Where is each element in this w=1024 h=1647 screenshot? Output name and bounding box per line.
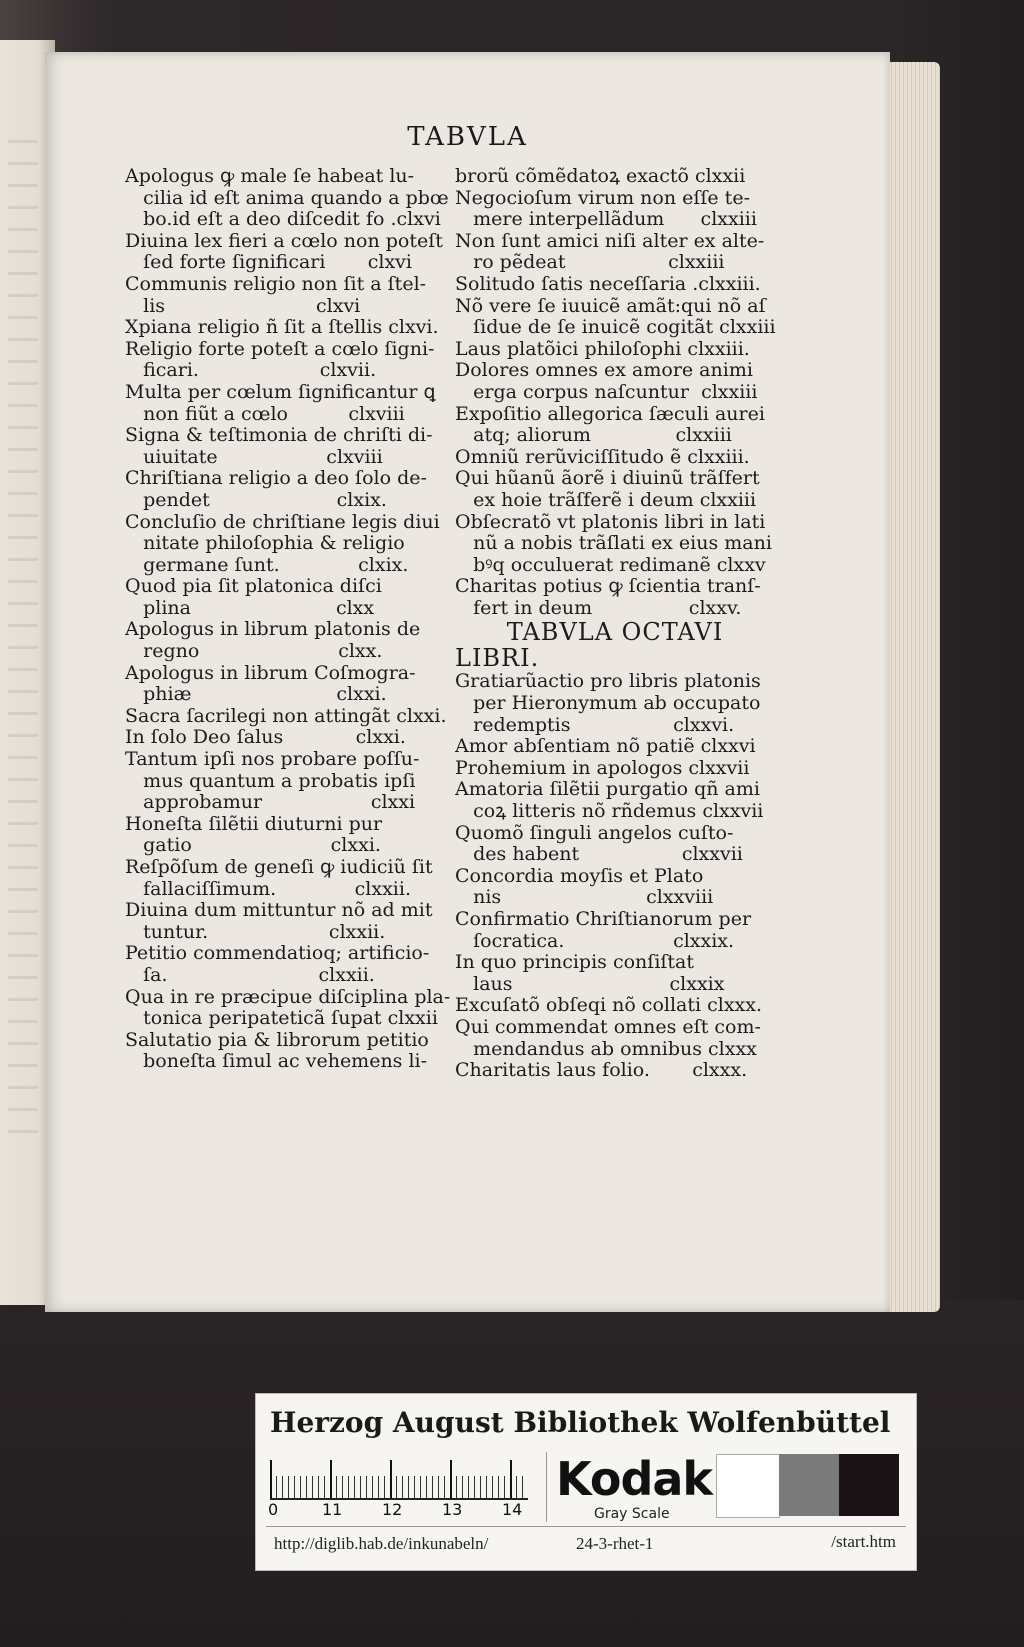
index-entry-line: plina clxx [125, 597, 375, 619]
index-entry-line: phiæ clxxi. [125, 684, 387, 706]
index-entry-line: Non ſunt amici niſi alter ex alte- [455, 230, 765, 252]
index-entry-line: ſed forte ſignificari clxvi [125, 252, 412, 274]
index-entry-line: Reſpõſum de geneſi ꝙ iudiciũ ſit [125, 857, 433, 878]
ruler-label: 0 [268, 1500, 279, 1519]
ruler-label: 14 [502, 1500, 523, 1519]
ruler-mark [330, 1460, 332, 1498]
index-entry-line: mus quantum a probatis ipſi [125, 770, 416, 792]
index-entry-line: Qui commendat omnes eſt com- [455, 1016, 761, 1038]
index-entry-line: per Hieronymum ab occupato [455, 693, 761, 715]
index-entry-line: ſa. clxxii. [125, 964, 375, 986]
index-entry-line: nitate philoſophia & religio [125, 533, 405, 555]
index-entry-line: Xpiana religio ñ ſit a ſtellis clxvi. [125, 317, 439, 339]
index-entry-line: brorũ cõmẽdatoꝝ exactõ clxxii [455, 166, 746, 187]
index-column-left [125, 166, 465, 1073]
ruler-label: 11 [322, 1500, 343, 1519]
index-entry-line: Quomõ ſinguli angelos cuſto- [455, 822, 734, 844]
index-entry-line: Laus platõici philoſophi clxxiii. [455, 338, 750, 360]
index-entry-line: Amatoria ſilẽtii purgatio qñ ami [455, 779, 760, 801]
index-entry-line: redemptis clxxvi. [455, 714, 735, 736]
index-entry-line: Diuina dum mittuntur nõ ad mit [125, 900, 433, 922]
index-entry-line: Concordia moyſis et Plato [455, 865, 704, 887]
label-divider [266, 1526, 906, 1527]
index-entry-line: tuntur. clxxii. [125, 921, 386, 943]
index-entry-line: Tantum ipſi nos probare poſſu- [125, 749, 420, 771]
index-entry-line: nũ a nobis trãſlati ex eius mani [455, 533, 772, 555]
index-entry-line: uiuitate clxviii [125, 446, 383, 468]
index-entry-line: tonica peripateticã ſupat clxxii [125, 1008, 438, 1030]
ruler-label: 13 [442, 1500, 463, 1519]
library-label-card [255, 1393, 917, 1571]
index-entry-line: gatio clxxi. [125, 835, 381, 857]
index-entry-line: lis clxvi [125, 295, 361, 317]
index-entry-line: approbamur clxxi [125, 792, 416, 814]
index-entry-line: Sacra ſacrilegi non attingãt clxxi. [125, 705, 447, 727]
index-entry-line: Charitatis laus folio. clxxx. [455, 1060, 748, 1082]
index-entry-line: Obſecratõ vt platonis libri in lati [455, 511, 766, 533]
index-entry-line: laus clxxix [455, 973, 725, 995]
ruler-mark [510, 1460, 512, 1498]
index-entry-line: Prohemium in apologos clxxvii [455, 757, 750, 779]
index-entry-line: mendandus ab omnibus clxxx [455, 1038, 757, 1060]
index-entry-line: Expoſitio allegorica ſæculi aurei [455, 403, 765, 425]
index-entry-line: ſocratica. clxxix. [455, 930, 735, 952]
index-entry-line: coꝝ litteris nõ rñdemus clxxvii [455, 801, 764, 823]
index-column-right [455, 166, 795, 1082]
index-entry-line: fert in deum clxxv. [455, 597, 742, 619]
gray-scale-caption: Gray Scale [594, 1506, 670, 1522]
index-entry-line: Qua in re præcipue diſciplina pla- [125, 986, 451, 1008]
measure-ruler [270, 1456, 528, 1500]
gray-swatch-white [716, 1454, 780, 1518]
index-entry-line: TABVLA OCTAVI [455, 619, 724, 646]
facing-page-text [8, 140, 38, 1140]
index-entry-line: In quo principis conſiſtat [455, 952, 695, 974]
index-entry-line: Diuina lex fieri a cœlo non poteſt [125, 230, 443, 252]
index-entry-line: Communis religio non ſit a ſtel- [125, 273, 427, 295]
index-entry-line: boneſta ſimul ac vehemens li- [125, 1051, 428, 1073]
index-entry-line: Nõ vere ſe iuuicẽ amãt:qui nõ aſ [455, 295, 766, 317]
shelf-id: 24-3-rhet-1 [576, 1534, 654, 1553]
label-divider [546, 1452, 547, 1522]
index-entry-line: Qui hũanũ ãorẽ i diuinũ trãſfert [455, 468, 760, 490]
index-entry-line: Apologus in librum platonis de [125, 619, 421, 641]
index-entry-line: ro pẽdeat clxxiii [455, 252, 725, 274]
index-entry-line: mere interpellãdum clxxiii [455, 209, 757, 231]
catalog-url: http://diglib.hab.de/inkunabeln/ [274, 1534, 489, 1553]
index-entry-line: Religio forte poteſt a cœlo ſigni- [125, 338, 435, 360]
index-entry-line: Chriſtiana religio a deo ſolo de- [125, 468, 427, 490]
index-entry-line: pendet clxix. [125, 489, 387, 511]
start-link: /start.htm [831, 1532, 896, 1551]
kodak-logo: Kodak [556, 1452, 712, 1506]
index-entry-line: Apologus ꝙ male ſe habeat lu- [125, 166, 415, 187]
index-entry-line: Excuſatõ obſeqi nõ collati clxxx. [455, 995, 763, 1017]
index-entry-line: Dolores omnes ex amore animi [455, 360, 753, 382]
index-entry-line: Gratiarũactio pro libris platonis [455, 671, 761, 693]
ruler-labels [270, 1500, 540, 1520]
index-entry-line: Solitudo ſatis neceſſaria .clxxiii. [455, 273, 761, 295]
gray-swatch-mid [779, 1454, 839, 1516]
index-entry-line: Confirmatio Chriſtianorum per [455, 909, 752, 930]
index-entry-line: Petitio commendatioq; artificio- [125, 943, 430, 965]
library-name: Herzog August Bibliothek Wolfenbüttel [270, 1406, 891, 1439]
index-entry-line: Multa per cœlum ſignificantur ꝗ [125, 381, 436, 403]
index-entry-line: bo.id eſt a deo diſcedit fo .clxvi [125, 209, 441, 231]
running-head: TABVLA [407, 122, 528, 152]
index-entry-line: ex hoie trãſferẽ i deum clxxiii [455, 489, 757, 511]
index-entry-line: ficari. clxvii. [125, 360, 377, 382]
index-entry-line: In ſolo Deo ſalus clxxi. [125, 727, 406, 749]
index-entry-line: Quod pia ſit platonica diſci [125, 576, 382, 598]
index-entry-line: nis clxxviii [455, 887, 714, 909]
index-entry-line: Honeſta ſilẽtii diuturni pur [125, 813, 383, 835]
index-entry-line: germane ſunt. clxix. [125, 554, 409, 576]
index-entry-line: LIBRI. [455, 645, 540, 672]
index-entry-line: regno clxx. [125, 641, 383, 663]
index-entry-line: des habent clxxvii [455, 844, 743, 866]
ruler-mark [270, 1460, 272, 1498]
book-page [45, 52, 890, 1312]
index-entry-line: erga corpus naſcuntur clxxiii [455, 381, 758, 403]
index-entry-line: ſidue de ſe inuicẽ cogitãt clxxiii [455, 317, 776, 339]
ruler-label: 12 [382, 1500, 403, 1519]
index-entry-line: fallaciſſimum. clxxii. [125, 878, 411, 900]
index-entry-line: Charitas potius ꝙ ſcientia tranſ- [455, 576, 761, 598]
index-entry-line: Concluſio de chriſtiane legis diui [125, 511, 440, 533]
index-entry-line: Omniũ rerũviciſſitudo ẽ clxxiii. [455, 446, 750, 468]
index-entry-line: Salutatio pia & librorum petitio [125, 1029, 429, 1051]
index-entry-line: Amor abſentiam nõ patiẽ clxxvi [455, 736, 756, 758]
index-entry-line: non fiũt a cœlo clxviii [125, 403, 405, 425]
index-entry-line: Signa & teſtimonia de chriſti di- [125, 425, 433, 447]
index-entry-line: atq; aliorum clxxiii [455, 425, 732, 447]
index-entry-line: bꝰq occuluerat redimanẽ clxxv [455, 554, 766, 576]
index-entry-line: Apologus in librum Coſmogra- [125, 662, 416, 684]
ruler-mark [450, 1460, 452, 1498]
index-entry-line: cilia id eſt anima quando a pbœ [125, 187, 449, 209]
ruler-mark [390, 1460, 392, 1498]
index-entry-line: Negocioſum virum non eſſe te- [455, 187, 750, 209]
gray-swatch-black [839, 1454, 899, 1516]
